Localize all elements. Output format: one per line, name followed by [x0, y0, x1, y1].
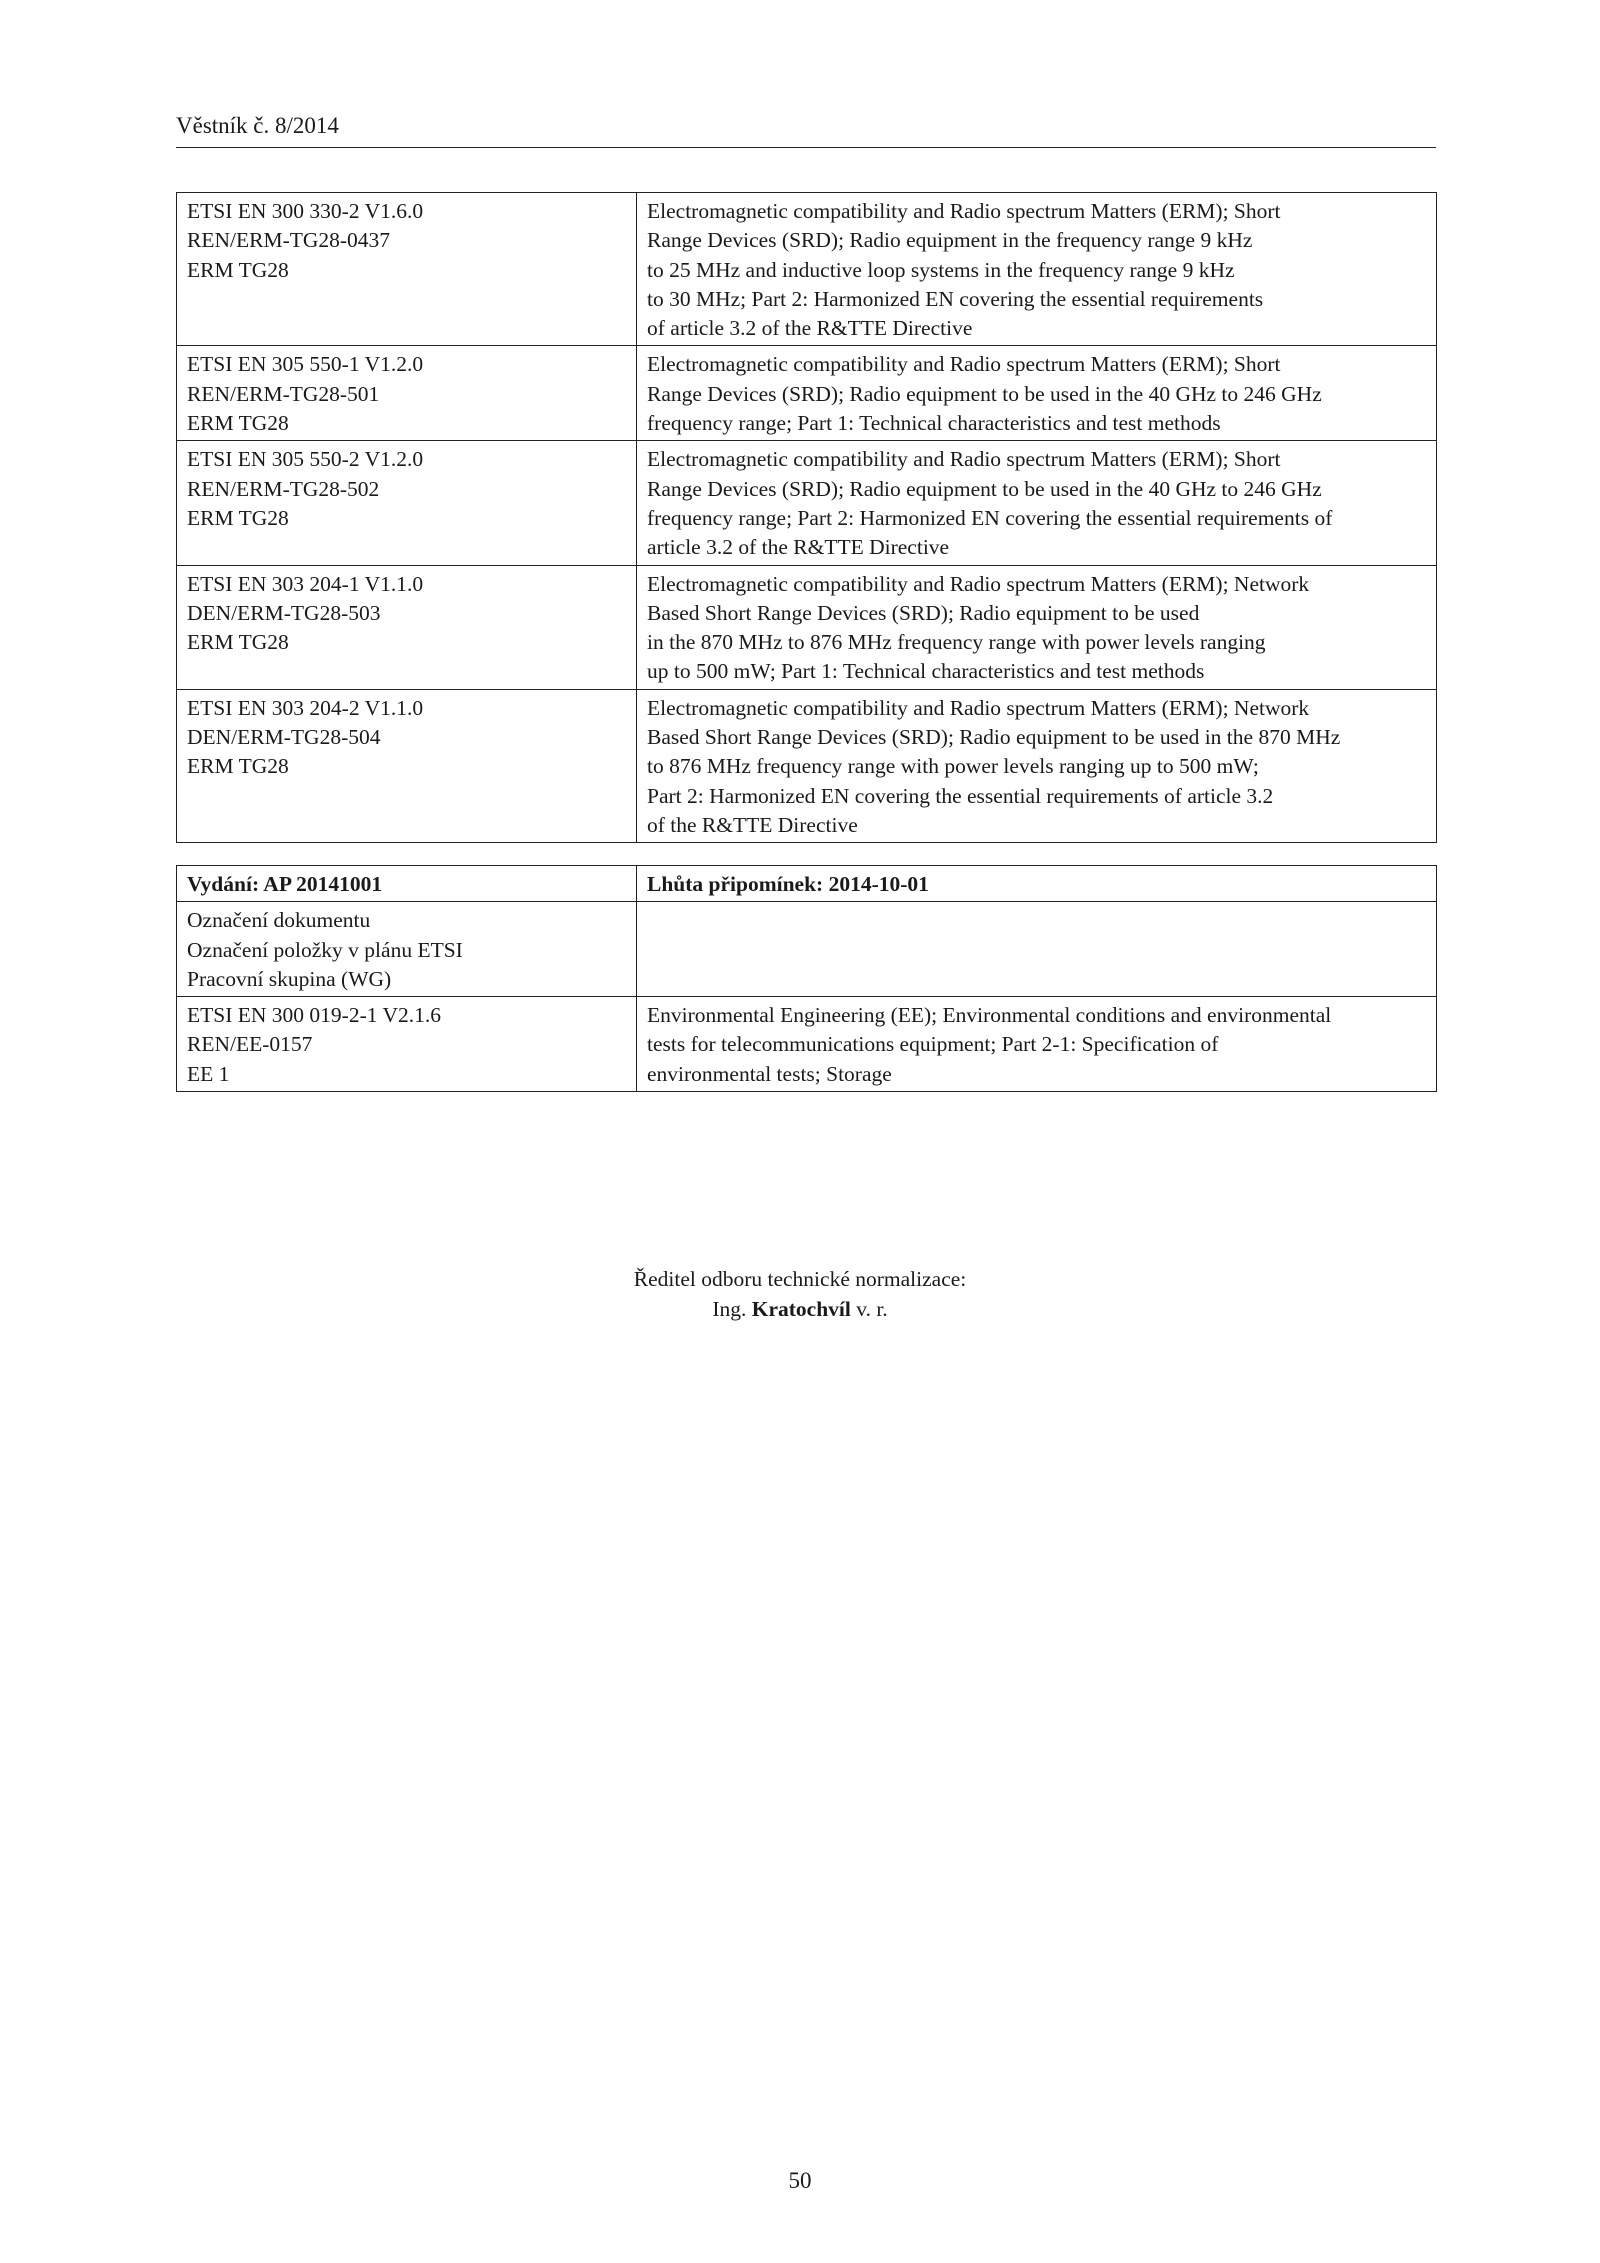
document-title-line: to 30 MHz; Part 2: Harmonized EN covering the essential requirements	[647, 286, 1264, 311]
signature-block	[0, 1265, 1600, 1324]
document-title-line: Electromagnetic compatibility and Radio spectrum Matters (ERM); Network	[647, 695, 1310, 720]
document-number: ETSI EN 303 204-1 V1.1.0	[187, 571, 424, 596]
edition-label: Vydání: AP 20141001	[177, 866, 637, 902]
document-title-line: of article 3.2 of the R&TTE Directive	[647, 316, 973, 341]
document-title-cell	[637, 193, 1437, 346]
working-group: ERM TG28	[187, 505, 289, 530]
page-header	[176, 113, 1436, 148]
document-number: ETSI EN 305 550-2 V1.2.0	[187, 447, 424, 472]
standards-table	[176, 192, 1437, 843]
document-designation-cell	[177, 997, 637, 1092]
work-item-reference: REN/ERM-TG28-502	[187, 476, 380, 501]
empty-legend-cell	[637, 902, 1437, 997]
document-title-cell	[637, 565, 1437, 689]
document-number: ETSI EN 305 550-1 V1.2.0	[187, 352, 424, 377]
work-item-reference: REN/ERM-TG28-0437	[187, 228, 391, 253]
work-item-reference: REN/ERM-TG28-501	[187, 381, 380, 406]
document-title-line: to 876 MHz frequency range with power levels ranging up to 500 mW;	[647, 754, 1259, 779]
working-group: ERM TG28	[187, 754, 289, 779]
document-title-line: Based Short Range Devices (SRD); Radio equipment to be used in the 870 MHz	[647, 725, 1341, 750]
document-title-line: Part 2: Harmonized EN covering the essential requirements of article 3.2	[647, 783, 1274, 808]
signatory-suffix: v. r.	[856, 1296, 888, 1321]
document-title-line: frequency range; Part 1: Technical characteristics and test methods	[647, 411, 1221, 436]
document-title-line: in the 870 MHz to 876 MHz frequency range with power levels ranging	[647, 630, 1266, 655]
document-designation-cell	[177, 441, 637, 565]
document-title-line: Electromagnetic compatibility and Radio spectrum Matters (ERM); Network	[647, 571, 1310, 596]
work-item-reference: REN/EE-0157	[187, 1032, 313, 1057]
document-designation-cell	[177, 689, 637, 842]
document-title-line: up to 500 mW; Part 1: Technical characteristics and test methods	[647, 659, 1205, 684]
document-title-cell	[637, 997, 1437, 1092]
document-title-line: of the R&TTE Directive	[647, 812, 858, 837]
document-number: ETSI EN 300 019-2-1 V2.1.6	[187, 1003, 442, 1028]
legend-working-group: Pracovní skupina (WG)	[187, 966, 392, 991]
document-title-line: Environmental Engineering (EE); Environmental conditions and environmental	[647, 1003, 1332, 1028]
working-group: ERM TG28	[187, 630, 289, 655]
table-row	[177, 997, 1437, 1092]
document-title-line: environmental tests; Storage	[647, 1061, 892, 1086]
table-row	[177, 441, 1437, 565]
table-header-row	[177, 866, 1437, 902]
document-designation-cell	[177, 193, 637, 346]
legend-document-designation: Označení dokumentu	[187, 908, 371, 933]
comment-deadline-label: Lhůta připomínek: 2014-10-01	[637, 866, 1437, 902]
working-group: ERM TG28	[187, 411, 289, 436]
signatory-role: Ředitel odboru technické normalizace:	[633, 1267, 967, 1291]
working-group: ERM TG28	[187, 257, 289, 282]
document-number: ETSI EN 303 204-2 V1.1.0	[187, 695, 424, 720]
document-title-line: to 25 MHz and inductive loop systems in the frequency range 9 kHz	[647, 257, 1235, 282]
document-title-cell	[637, 346, 1437, 441]
table-row	[177, 689, 1437, 842]
table-row	[177, 565, 1437, 689]
document-title-line: Based Short Range Devices (SRD); Radio equipment to be used	[647, 600, 1200, 625]
document-title-line: Electromagnetic compatibility and Radio spectrum Matters (ERM); Short	[647, 352, 1281, 377]
signatory-title: Ing.	[712, 1296, 747, 1321]
document-designation-cell	[177, 565, 637, 689]
document-title-line: tests for telecommunications equipment; Part 2-1: Specification of	[647, 1032, 1219, 1057]
document-title-cell	[637, 689, 1437, 842]
signatory-name: Kratochvíl	[751, 1296, 851, 1321]
document-title-line: frequency range; Part 2: Harmonized EN covering the essential requirements of	[647, 505, 1333, 530]
work-item-reference: DEN/ERM-TG28-503	[187, 600, 381, 625]
document-title-line: Electromagnetic compatibility and Radio spectrum Matters (ERM); Short	[647, 447, 1281, 472]
document-title-line: Range Devices (SRD); Radio equipment in the frequency range 9 kHz	[647, 228, 1253, 253]
document-title-line: Electromagnetic compatibility and Radio spectrum Matters (ERM); Short	[647, 199, 1281, 223]
document-title-line: article 3.2 of the R&TTE Directive	[647, 535, 950, 560]
table-row	[177, 193, 1437, 346]
signatory-name-line	[0, 1295, 1600, 1325]
table-row	[177, 346, 1437, 441]
document-number: ETSI EN 300 330-2 V1.6.0	[187, 199, 424, 223]
edition-table	[176, 865, 1437, 1092]
document-title-line: Range Devices (SRD); Radio equipment to be used in the 40 GHz to 246 GHz	[647, 476, 1322, 501]
table-legend-row	[177, 902, 1437, 997]
document-title-line: Range Devices (SRD); Radio equipment to be used in the 40 GHz to 246 GHz	[647, 381, 1322, 406]
working-group: EE 1	[187, 1061, 230, 1086]
work-item-reference: DEN/ERM-TG28-504	[187, 725, 381, 750]
journal-issue-title: Věstník č. 8/2014	[176, 113, 339, 138]
legend-etsi-work-item: Označení položky v plánu ETSI	[187, 937, 463, 962]
column-legend-cell	[177, 902, 637, 997]
document-designation-cell	[177, 346, 637, 441]
page-number: 50	[788, 2168, 812, 2193]
document-title-cell	[637, 441, 1437, 565]
